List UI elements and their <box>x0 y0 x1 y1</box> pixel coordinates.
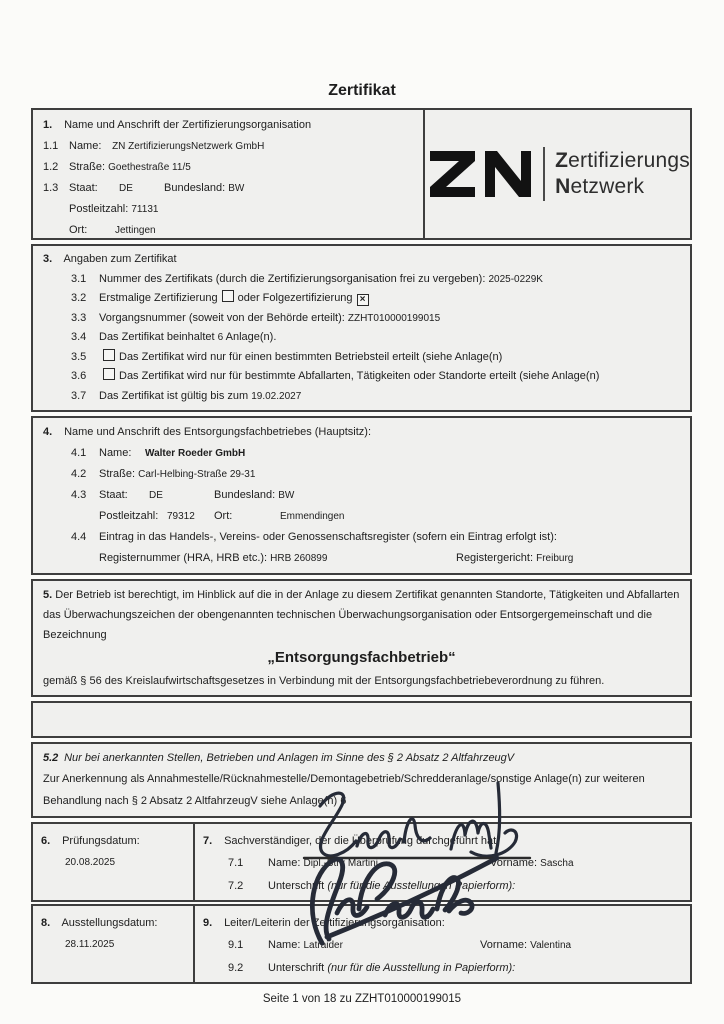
row-number: 3.6 <box>71 370 87 382</box>
page-footer: Seite 1 von 18 zu ZZHT010000199015 <box>262 993 462 1005</box>
section-8-number: 8. <box>41 917 51 929</box>
leiter-name-row <box>203 934 682 957</box>
attachments-label-b: Anlage(n). <box>225 331 277 343</box>
recertification-label: oder Folgezertifizierung <box>237 292 353 304</box>
cert-number-row <box>43 270 680 290</box>
expert-vorname-value: Sascha <box>540 858 574 869</box>
row-number: 9.2 <box>228 962 244 974</box>
org-state-value: DE <box>119 183 133 194</box>
expert-name-group <box>268 852 490 875</box>
company-bundesland-value: BW <box>278 490 295 501</box>
expert-signature-label: Unterschrift <box>268 880 325 892</box>
attachments-row <box>43 328 680 348</box>
leiter-signature-note: (nur für die Ausstellung in Papierform): <box>327 962 516 974</box>
expert-signature-note: (nur für die Ausstellung in Papierform): <box>327 880 516 892</box>
checkbox-first-certification-unchecked <box>222 290 234 302</box>
org-name-row <box>43 136 413 157</box>
betriebsteil-label: Das Zertifikat wird nur für einen bestimmten Betriebsteil erteilt (siehe Anlage(n) <box>119 350 503 363</box>
company-state-value: DE <box>149 490 163 501</box>
altfahrzeugv-body: Zur Anerkennung als Annahmestelle/Rücknahmestelle/Demontagebetrieb/Schredderanlage/sonstige Anlage(n) zur weiteren Behandlung nach § 2 Absatz 2 AltfahrzeugV siehe Anlage(n) 6 <box>43 773 645 807</box>
company-zip-label: Postleitzahl: <box>99 510 159 522</box>
register-court-label: Registergericht: <box>456 552 534 564</box>
pruefungsdatum-heading <box>41 830 185 852</box>
expert-signature-row <box>203 875 682 897</box>
abfallarten-row <box>43 367 680 387</box>
section-organisation <box>31 108 692 240</box>
company-city-value: Emmendingen <box>280 511 345 522</box>
section-altfahrzeugv <box>31 742 692 818</box>
pruefungsdatum-value: 20.08.2025 <box>65 857 116 868</box>
org-city-row <box>69 220 413 241</box>
ausstellungsdatum-cell <box>33 906 193 982</box>
leiter-vorname-value: Valentina <box>530 940 572 951</box>
section-3-title: Angaben zum Zertifikat <box>63 253 177 265</box>
process-number-value: ZZHT010000199015 <box>347 312 441 324</box>
logo-word1-initial: Z <box>555 149 569 172</box>
section-certificate-details <box>31 244 692 412</box>
register-court-value: Freiburg <box>536 553 574 564</box>
section-pruefung <box>31 822 692 902</box>
company-state-label: Staat: <box>99 489 128 501</box>
row-number: 3.1 <box>71 272 87 285</box>
section-52-number: 5.2 <box>43 752 59 764</box>
register-heading: Eintrag in das Handels-, Vereins- oder Genossenschaftsregister (sofern ein Eintrag erfolgt ist): <box>99 531 557 543</box>
section-9-number: 9. <box>203 917 213 929</box>
expert-vorname-label: Vorname: <box>490 857 538 869</box>
row-number: 3.5 <box>71 350 87 363</box>
abfallarten-label: Das Zertifikat wird nur für bestimmte Abfallarten, Tätigkeiten oder Standorte erteilt (siehe Anlage(n) <box>119 370 600 382</box>
process-number-row <box>43 309 680 329</box>
section-3-number: 3. <box>43 253 53 265</box>
row-number: 7.2 <box>228 880 244 892</box>
row-number: 4.2 <box>71 468 87 480</box>
leiter-signature-row <box>203 957 682 979</box>
designation-entsorgungsfachbetrieb: „Entsorgungsfachbetrieb“ <box>267 649 456 666</box>
attachments-label-a: Das Zertifikat beinhaltet <box>99 331 215 343</box>
register-row <box>99 548 680 569</box>
sachverstaendiger-cell <box>193 824 690 900</box>
row-number: 3.7 <box>71 389 87 402</box>
row-number: 9.1 <box>228 939 244 951</box>
section-1-title: Name und Anschrift der Zertifizierungsorganisation <box>64 119 312 131</box>
checkbox-abfallarten-unchecked <box>103 368 115 380</box>
section-authorization <box>31 579 692 697</box>
checkbox-recertification-checked <box>357 294 369 306</box>
company-street-row <box>43 464 680 485</box>
ausstellungsdatum-label: Ausstellungsdatum: <box>61 917 158 929</box>
pruefungsdatum-cell <box>33 824 193 900</box>
org-zip-value: 71131 <box>131 204 159 215</box>
leiter-name-group <box>268 934 480 957</box>
certificate-form <box>31 108 692 986</box>
company-street-label: Straße: <box>99 468 136 480</box>
row-number: 3.2 <box>71 292 87 304</box>
company-street-value: Carl-Helbing-Straße 29-31 <box>138 469 256 480</box>
ausstellungsdatum-value: 28.11.2025 <box>65 939 115 950</box>
section-7-title: Sachverständiger, der die Überprüfung durchgeführt hat: <box>224 835 500 847</box>
first-certification-label: Erstmalige Zertifizierung <box>99 292 218 304</box>
ausstellungsdatum-heading <box>41 912 185 934</box>
leiter-cell <box>193 906 690 982</box>
section-52-heading <box>43 748 680 768</box>
register-number-label: Registernummer (HRA, HRB etc.): <box>99 552 268 564</box>
process-number-label: Vorgangsnummer (soweit von der Behörde erteilt): <box>99 311 345 324</box>
logo-word2-initial: N <box>555 175 571 198</box>
pruefungsdatum-label: Prüfungsdatum: <box>62 835 140 847</box>
org-name-label: Name: <box>69 140 102 152</box>
leiter-vorname-label: Vorname: <box>480 939 528 951</box>
company-name-label: Name: <box>99 447 132 459</box>
cert-type-row <box>43 289 680 309</box>
leiter-signature-label: Unterschrift <box>268 962 325 974</box>
company-zip-row <box>99 506 680 527</box>
org-bundesland-label: Bundesland: <box>164 182 226 194</box>
validity-label: Das Zertifikat ist gültig bis zum <box>99 389 249 402</box>
org-zip-row <box>69 199 413 220</box>
logo-wordmark <box>555 148 690 200</box>
company-city-label: Ort: <box>214 510 233 522</box>
logo-divider <box>543 147 545 201</box>
company-state-row <box>43 485 680 506</box>
authorization-law-reference: gemäß § 56 des Kreislaufwirtschaftsgesetzes in Verbindung mit der Entsorgungsfachbetriebeverordnung zu führen. <box>43 675 605 687</box>
row-number: 1.2 <box>43 161 59 173</box>
page-title: Zertifikat <box>328 82 396 99</box>
validity-date-value: 19.02.2027 <box>251 390 302 402</box>
expert-name-row <box>203 852 682 875</box>
company-name-value: Walter Roeder GmbH <box>145 448 246 459</box>
org-zip-label: Postleitzahl: <box>69 203 129 215</box>
company-name-row <box>43 443 680 464</box>
org-city-value: Jettingen <box>115 225 156 236</box>
org-bundesland-value: BW <box>228 183 245 194</box>
section-entsorgungsfachbetrieb <box>31 416 692 575</box>
section-7-number: 7. <box>203 835 213 847</box>
section-9-title: Leiter/Leiterin der Zertifizierungsorganisation: <box>224 917 445 929</box>
company-zip-value: 79312 <box>167 511 195 522</box>
register-number-group <box>99 548 456 569</box>
expert-name-label: Name: <box>268 857 301 869</box>
logo-word2-rest: etzwerk <box>570 175 645 198</box>
register-heading-row <box>43 527 680 548</box>
row-number: 4.3 <box>71 489 87 501</box>
org-city-label: Ort: <box>69 224 88 236</box>
section-5-number: 5. <box>43 589 53 601</box>
checkbox-betriebsteil-unchecked <box>103 349 115 361</box>
organisation-details <box>33 110 425 238</box>
row-number: 3.3 <box>71 311 87 324</box>
leiter-name-label: Name: <box>268 939 301 951</box>
validity-row <box>43 387 680 407</box>
cert-number-value: 2025-0229K <box>488 273 543 285</box>
section-4-number: 4. <box>43 426 53 438</box>
org-name-value: ZN ZertifizierungsNetzwerk GmbH <box>112 141 265 152</box>
row-number: 3.4 <box>71 331 87 343</box>
betriebsteil-row <box>43 348 680 368</box>
cert-number-label: Nummer des Zertifikats (durch die Zertifizierungsorganisation frei zu vergeben): <box>99 272 486 285</box>
section-9-heading <box>203 912 682 934</box>
row-number: 4.4 <box>71 531 87 543</box>
section-52-title: Nur bei anerkannten Stellen, Betrieben und Anlagen im Sinne des § 2 Absatz 2 AltfahrzeugV <box>64 752 515 764</box>
zn-logo-icon <box>429 145 533 203</box>
org-street-row <box>43 157 413 178</box>
logo-word1-rest: ertifizierungs <box>568 149 690 172</box>
section-ausstellung <box>31 904 692 984</box>
row-number: 7.1 <box>228 857 244 869</box>
org-street-label: Straße: <box>69 161 106 173</box>
zn-logo <box>425 110 690 238</box>
section-1-number: 1. <box>43 119 53 131</box>
authorization-text-body: Der Betrieb ist berechtigt, im Hinblick auf die in der Anlage zu diesem Zertifikat genannten Standorte, Tätigkeiten und Abfallarten das Überwachungszeichen der obengenannten technischen Überwachungsorganisation oder Entsorgergemeinschaft und die Bezeichnung <box>43 589 680 641</box>
section-4-title: Name und Anschrift des Entsorgungsfachbetriebes (Hauptsitz): <box>64 426 371 438</box>
section-7-heading <box>203 830 682 852</box>
row-number: 1.3 <box>43 182 59 194</box>
org-street-value: Goethestraße 11/5 <box>108 162 191 173</box>
section-6-number: 6. <box>41 835 51 847</box>
leiter-name-value: Latraider <box>303 940 343 951</box>
checkbox-mark: × <box>359 294 366 305</box>
expert-name-value: Dipl.-Btnr Martini <box>303 858 378 869</box>
row-number: 1.1 <box>43 140 59 152</box>
section-4-heading <box>43 422 680 443</box>
section-3-heading <box>43 250 680 270</box>
row-number: 4.1 <box>71 447 87 459</box>
org-state-row <box>43 178 413 199</box>
register-number-value: HRB 260899 <box>270 553 328 564</box>
section-1-heading <box>43 115 413 136</box>
authorization-text <box>43 585 680 645</box>
org-state-label: Staat: <box>69 182 98 194</box>
company-bundesland-label: Bundesland: <box>214 489 276 501</box>
attachments-count-value: 6 <box>217 332 224 343</box>
empty-row <box>31 701 692 738</box>
